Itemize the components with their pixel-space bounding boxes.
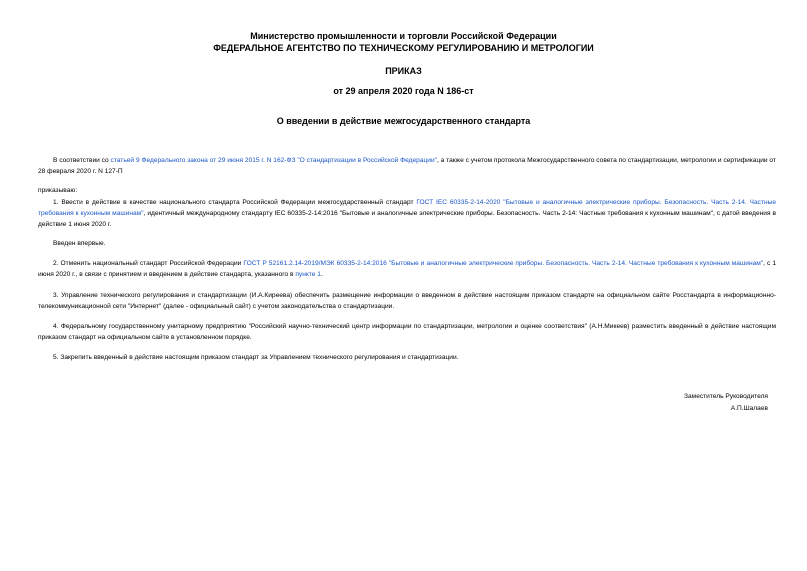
gost-r-standard-link[interactable]: ГОСТ Р 52161.2.14-2019/МЭК 60335-2-14:2016 "Бытовые и аналогичные электрические приборы. Безопасность. Часть 2-14. Частные требования к кухонным машинам" [243,260,764,267]
item-4-paragraph [38,321,776,343]
document-date-number: от 29 апреля 2020 года N 186-ст [333,86,474,96]
item-2-text-continued: , с 1 июня 2020 г., в связи с принятием и введением в действие стандарта, указанного в [38,260,776,278]
item-5-paragraph [38,352,776,363]
signatory-position: Заместитель Руководителя [684,393,768,400]
item-3-text: 3. Управление технического регулирования и стандартизации (И.А.Киреева) обеспечить размещение информации о введенном в действие настоящим приказом стандарте на официальном сайте Росстандарта в информационно-телекоммуникационной сети "Интернет" (далее - официальный сайт) с учетом законодательства о стандартизации. [38,292,776,310]
introduced-note: Введен впервые. [53,240,106,247]
order-word: приказываю: [38,187,78,194]
item-2-text-end: . [320,271,323,278]
signatory-name: А.П.Шалаев [730,405,768,412]
document-type: ПРИКАЗ [385,66,422,76]
preamble-paragraph [38,155,776,177]
item-1-text: 1. Ввести в действие в качестве национального стандарта Российской Федерации межгосударственный стандарт [53,199,417,206]
ministry-heading: Министерство промышленности и торговли Российской Федерации [250,31,557,41]
document-title: О введении в действие межгосударственного стандарта [276,116,531,126]
item-5-text: 5. Закрепить введенный в действие настоящим приказом стандарт за Управлением технического регулирования и стандартизации. [53,354,459,361]
preamble-text: В соответствии со [53,157,111,164]
item-2-text: 2. Отменить национальный стандарт Российской Федерации [53,260,244,267]
law-article-link[interactable]: статьей 9 Федерального закона от 29 июня 2015 г. N 162-ФЗ "О стандартизации в Российской Федерации" [110,157,437,164]
item-1-reference-link[interactable]: пункте 1 [295,271,321,278]
gost-iec-standard-link[interactable]: ГОСТ IEC 60335-2-14-2020 "Бытовые и аналогичные электрические приборы. Безопасность. Часть 2-14. Частные требования к кухонным машинам" [38,199,776,217]
item-4-text: 4. Федеральному государственному унитарному предприятию "Российский научно-технический центр информации по стандартизации, метрологии и оценке соответствия" (А.Н.Микеев) разместить введенный в действие настоящим приказом стандарт на официальном сайте в установленном порядке. [38,323,776,341]
item-2-paragraph [38,258,776,280]
item-3-paragraph [38,290,776,312]
agency-heading: ФЕДЕРАЛЬНОЕ АГЕНТСТВО ПО ТЕХНИЧЕСКОМУ РЕГУЛИРОВАНИЮ И МЕТРОЛОГИИ [213,43,594,53]
item-1-paragraph [38,197,776,230]
item-1-text-continued: , идентичный международному стандарту IEC 60335-2-14:2016 "Бытовые и аналогичные электрические приборы. Безопасность. Часть 2-14: Частные требования к кухонным машинам", с датой введения в действие 1 июня 2020 г. [38,210,776,228]
preamble-text-continued: , а также с учетом протокола Межгосударственного совета по стандартизации, метрологии и сертификации от 28 февраля 2020 г. N 127-П [38,157,776,175]
